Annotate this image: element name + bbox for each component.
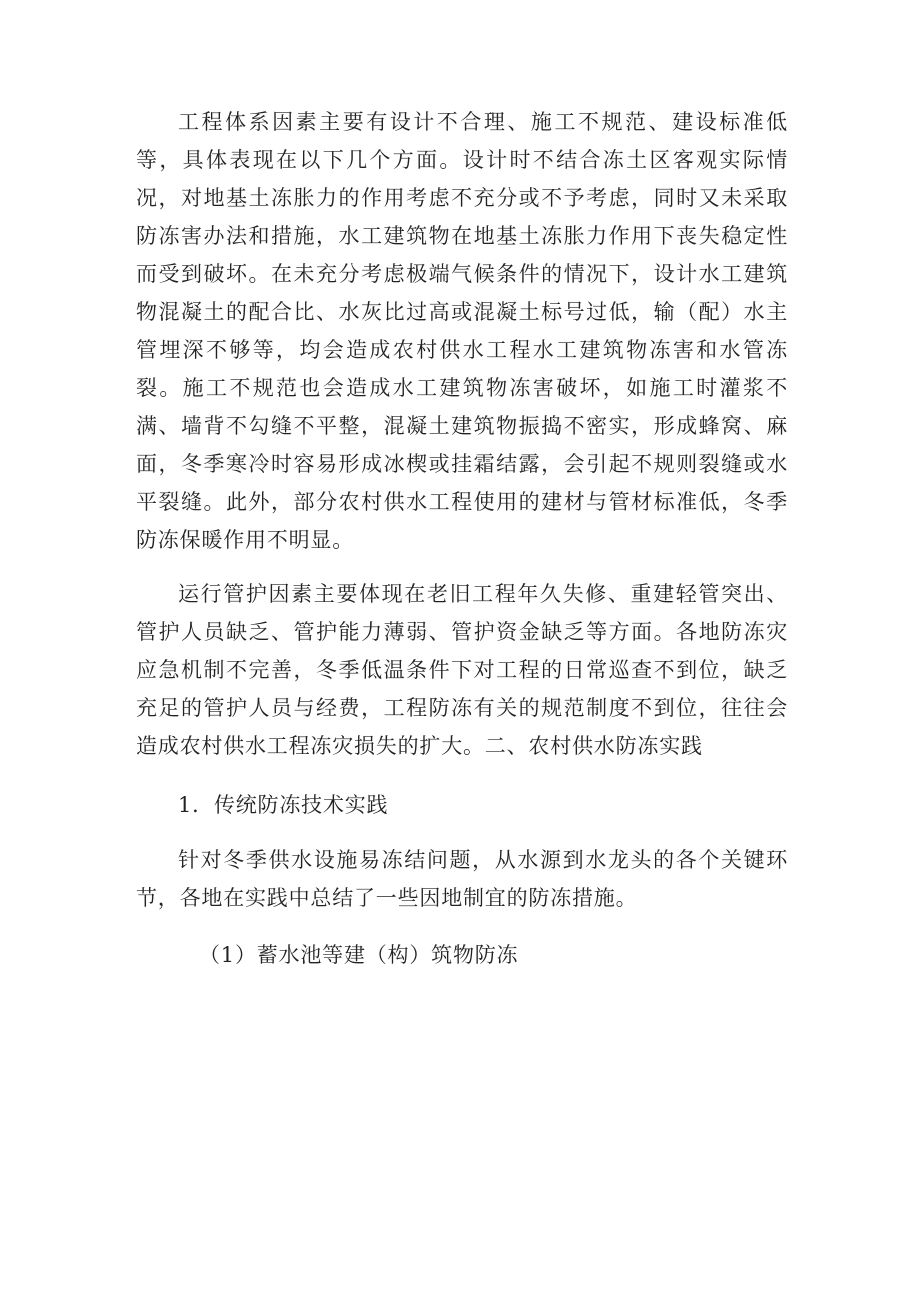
section-heading-traditional-antifreeze: 1．传统防冻技术实践 bbox=[178, 793, 389, 817]
paragraph-engineering-factors: 工程体系因素主要有设计不合理、施工不规范、建设标准低等，具体表现在以下几个方面。设计时不结合冻土区客观实际情况，对地基土冻胀力的作用考虑不充分或不予考虑，同时又未采取防冻害办法和措施，水工建筑物在地基土冻胀力作用下丧失稳定性而受到破坏。在未充分考虑极端气候条件的情况下，设计水工建筑物混凝土的配合比、水灰比过高或混凝土标号过低，输（配）水主管埋深不够等，均会造成农村供水工程水工建筑物冻害和水管冻裂。施工不规范也会造成水工建筑物冻害破坏，如施工时灌浆不满、墙背不勾缝不平整，混凝土建筑物振捣不密实，形成蜂窝、麻面，冬季寒冷时容易形成冰楔或挂霜结露，会引起不规则裂缝或水平裂缝。此外，部分农村供水工程使用的建材与管材标准低，冬季防冻保暖作用不明显。 bbox=[136, 110, 788, 552]
subsection-heading-reservoir-antifreeze: （1）蓄水池等建（构）筑物防冻 bbox=[199, 943, 519, 967]
paragraph-operation-factors: 运行管护因素主要体现在老旧工程年久失修、重建轻管突出、管护人员缺乏、管护能力薄弱、管护资金缺乏等方面。各地防冻灾应急机制不完善，冬季低温条件下对工程的日常巡查不到位，缺乏充足的管护人员与经费，工程防冻有关的规范制度不到位，往往会造成农村供水工程冻灾损失的扩大。二、农村供水防冻实践 bbox=[136, 582, 788, 758]
document-body bbox=[136, 103, 788, 971]
paragraph-antifreeze-measures: 针对冬季供水设施易冻结问题，从水源到水龙头的各个关键环节，各地在实践中总结了一些因地制宜的防冻措施。 bbox=[136, 848, 788, 910]
